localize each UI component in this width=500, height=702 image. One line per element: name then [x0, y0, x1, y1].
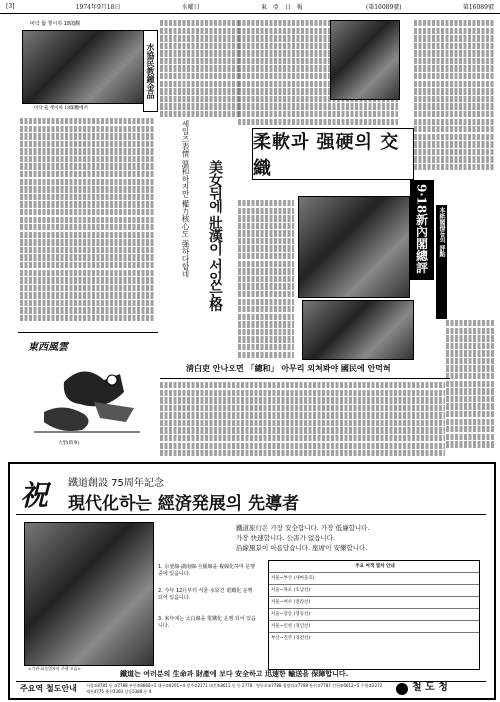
cabinet-photo [298, 196, 410, 298]
ad-timetable [268, 560, 480, 670]
title-box-text: 柔軟과 强硬의 交織 [253, 132, 400, 179]
left-top-photo-caption: 바닥 뚫 쳇이하 18閣觀 [30, 21, 81, 27]
ad-footer-line: 鐵道는 여러분의 生命과 財產에 보다 安全하고 迅速한 輸送을 保障합니다. [120, 670, 349, 678]
timetable-row: 부산~진주 (경전선) [271, 636, 311, 641]
paper-name: 東 亞 日 報 [260, 4, 305, 11]
students-photo [22, 30, 144, 104]
ad-ministry: 철 도 청 [412, 682, 448, 693]
timetable-row: 서울~목포 (호남선) [269, 585, 479, 597]
issue-number: 第16089號 [462, 4, 494, 11]
students-photo-caption: 바닥 뚫 쳇이하 18閣觀에서 [34, 106, 88, 111]
ad-train-photo [24, 522, 154, 666]
cartoon-caption: 大型(時事) [58, 441, 80, 446]
side-banner [410, 180, 434, 280]
timetable-row: 서울~여수 (전라선) [269, 597, 479, 609]
cartoon-drawing [24, 352, 150, 438]
page-header [0, 0, 500, 14]
page-number: [3] [6, 3, 15, 10]
timetable-row: 서울~강릉 (영동선) [269, 609, 479, 621]
photo-area-text [238, 200, 294, 360]
side-banner-text: 9·18新內閣總評 [414, 184, 429, 274]
ad-line2: 現代化하는 經済発展의 先導者 [68, 494, 300, 514]
ad-slogan-1: 鐵道旅行은 가장 安全합니다. 가장 低廉합니다. [236, 524, 370, 532]
right-lower-text [446, 320, 494, 450]
lower-article-text [160, 382, 445, 456]
ad-line1: 鐵道創設 75周年記念 [68, 478, 164, 489]
weekday: 水曜日 [181, 4, 200, 11]
edition: (第16089號) [365, 4, 402, 11]
title-box [252, 128, 414, 180]
timetable-title: 주요 여객 열차 안내 [269, 561, 479, 573]
ad-point-2: 2. 今年 12月부터 서울·水原간 電鐵化 운행 되어 있읍니다. [158, 588, 253, 601]
side-subbanner: 本紙閣僚들의 評點 [436, 205, 447, 319]
ad-kanji: 祝 [20, 479, 49, 512]
issue-date: 1974年9月18日 [75, 4, 121, 11]
ad-photo-caption: <기관·화물열차의 주행 모습> [28, 666, 82, 671]
ad-point-1: 1. 京釜線·湖南線·全羅線을 複線化하여 운행중에 있읍니다. [158, 564, 255, 577]
bottom-banner: 淸白吏 안나오면 「總和」 아무리 외쳐봐야 國民에 안먹혀 [186, 363, 391, 373]
left-box-title: 水協民教鐘金品 [143, 30, 158, 112]
ad-slogan-3: 沿線風景이 아름답습니다. 座席이 安樂합니다. [236, 544, 368, 552]
middle-column-text [160, 20, 240, 120]
ad-slogan-2: 가장 快速합니다. 公害가 없읍니다. [236, 534, 336, 542]
ad-contacts: 서울③8785 등 ③7788 부산⑤8660~1 대구⑤6201~4 광주②2171 대전⑤8611 등 등 2778 · 영등포③7788 청량리③7788 용산③7787 인천⑤6612~5 수원②2272 제천4775 춘천3360 상동5388 등 4 [86, 683, 383, 694]
timetable-row: 서울~인천 (경인선) [269, 621, 479, 633]
ad-guide: 주요역 철도안내 [20, 684, 77, 693]
cartoon-title: 東西風雲 [28, 342, 68, 353]
main-vertical-headline: 美女뒤에 壯漢이 서있는格 [207, 160, 223, 311]
railway-logo-icon [396, 683, 408, 695]
inset-photo [330, 20, 400, 100]
railway-ad [8, 462, 496, 700]
sub-headline: 세일즈表情 溫和하지만 權力核心도 强하다합네 [181, 120, 190, 278]
left-column-text-1 [20, 118, 155, 328]
right-column-text [414, 20, 494, 175]
ministers-photo [302, 300, 414, 360]
ad-point-3: 3. 來年에는 太白線을 電鐵化 운행 되어 있읍니다. [158, 616, 256, 629]
timetable-row: 서울~부산 (새마을호) [269, 573, 479, 585]
